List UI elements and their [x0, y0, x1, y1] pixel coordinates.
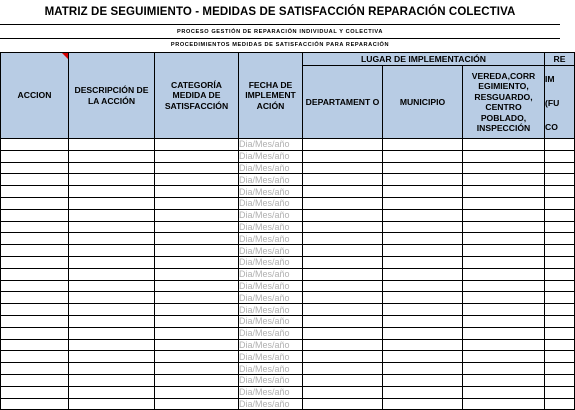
table-cell[interactable]: [545, 233, 575, 245]
table-cell[interactable]: [69, 268, 155, 280]
date-cell[interactable]: Dia/Mes/año: [239, 221, 303, 233]
table-cell[interactable]: [155, 304, 239, 316]
table-cell[interactable]: [463, 315, 545, 327]
table-cell[interactable]: [303, 245, 383, 257]
table-cell[interactable]: [69, 197, 155, 209]
table-row: [1, 374, 575, 386]
table-cell[interactable]: [463, 327, 545, 339]
table-cell[interactable]: [383, 162, 463, 174]
table-cell[interactable]: [545, 292, 575, 304]
table-cell[interactable]: [1, 304, 69, 316]
date-cell[interactable]: Dia/Mes/año: [239, 351, 303, 363]
table-cell[interactable]: [69, 339, 155, 351]
table-cell[interactable]: [303, 209, 383, 221]
table-cell[interactable]: [69, 150, 155, 162]
table-cell[interactable]: [303, 186, 383, 198]
table-row: [1, 245, 575, 257]
table-cell[interactable]: [303, 256, 383, 268]
table-cell[interactable]: [69, 139, 155, 151]
table-cell[interactable]: [545, 339, 575, 351]
table-cell[interactable]: [463, 139, 545, 151]
date-cell[interactable]: Dia/Mes/año: [239, 268, 303, 280]
table-cell[interactable]: [545, 209, 575, 221]
table-cell[interactable]: [545, 174, 575, 186]
date-cell[interactable]: Dia/Mes/año: [239, 245, 303, 257]
date-cell[interactable]: Dia/Mes/año: [239, 233, 303, 245]
header-lugar: LUGAR DE IMPLEMENTACIÓN: [303, 53, 545, 66]
table-cell[interactable]: [383, 233, 463, 245]
date-cell[interactable]: Dia/Mes/año: [239, 363, 303, 375]
table-cell[interactable]: [155, 186, 239, 198]
table-row: [1, 280, 575, 292]
date-cell[interactable]: Dia/Mes/año: [239, 162, 303, 174]
table-cell[interactable]: [303, 374, 383, 386]
table-cell[interactable]: [303, 315, 383, 327]
table-cell[interactable]: [545, 327, 575, 339]
table-cell[interactable]: [1, 339, 69, 351]
table-cell[interactable]: [155, 233, 239, 245]
table-cell[interactable]: [463, 174, 545, 186]
table-cell[interactable]: [155, 268, 239, 280]
table-cell[interactable]: [1, 315, 69, 327]
table-cell[interactable]: [303, 339, 383, 351]
table-cell[interactable]: [303, 233, 383, 245]
table-cell[interactable]: [303, 162, 383, 174]
table-row: [1, 209, 575, 221]
date-cell[interactable]: Dia/Mes/año: [239, 256, 303, 268]
table-cell[interactable]: [155, 292, 239, 304]
table-cell[interactable]: [155, 174, 239, 186]
table-row: [1, 221, 575, 233]
table-cell[interactable]: [303, 351, 383, 363]
date-cell[interactable]: Dia/Mes/año: [239, 304, 303, 316]
table-cell[interactable]: [155, 374, 239, 386]
table-row: [1, 315, 575, 327]
table-cell[interactable]: [463, 162, 545, 174]
table-row: [1, 139, 575, 151]
header-cut-line: (FU: [545, 98, 560, 108]
table-cell[interactable]: [155, 150, 239, 162]
header-departamento: DEPARTAMENT O: [303, 66, 383, 139]
table-cell[interactable]: [383, 139, 463, 151]
table-row: [1, 363, 575, 375]
table-cell[interactable]: [69, 292, 155, 304]
table-cell[interactable]: [383, 221, 463, 233]
table-row: [1, 162, 575, 174]
table-cell[interactable]: [155, 339, 239, 351]
table-cell[interactable]: [463, 386, 545, 398]
table-cell[interactable]: [463, 209, 545, 221]
table-cell[interactable]: [383, 268, 463, 280]
table-cell[interactable]: [303, 304, 383, 316]
table-cell[interactable]: [69, 186, 155, 198]
table-cell[interactable]: [155, 327, 239, 339]
table-row: [1, 304, 575, 316]
table-cell[interactable]: [1, 233, 69, 245]
table-cell[interactable]: [155, 256, 239, 268]
table-cell[interactable]: [69, 209, 155, 221]
table-cell[interactable]: [1, 280, 69, 292]
table-cell[interactable]: [383, 256, 463, 268]
table-cell[interactable]: [545, 150, 575, 162]
table-row: [1, 197, 575, 209]
date-cell[interactable]: Dia/Mes/año: [239, 292, 303, 304]
table-cell[interactable]: [383, 304, 463, 316]
table-cell[interactable]: [303, 197, 383, 209]
table-cell[interactable]: [463, 233, 545, 245]
table-cell[interactable]: [1, 386, 69, 398]
table-cell[interactable]: [1, 186, 69, 198]
table-cell[interactable]: [303, 150, 383, 162]
table-cell[interactable]: [155, 209, 239, 221]
table-cell[interactable]: [69, 386, 155, 398]
date-cell[interactable]: Dia/Mes/año: [239, 374, 303, 386]
table-cell[interactable]: [463, 245, 545, 257]
table-cell[interactable]: [545, 374, 575, 386]
date-cell[interactable]: Dia/Mes/año: [239, 280, 303, 292]
table-cell[interactable]: [69, 245, 155, 257]
table-cell[interactable]: [1, 174, 69, 186]
table-cell[interactable]: [383, 315, 463, 327]
table-row: [1, 186, 575, 198]
table-cell[interactable]: [463, 351, 545, 363]
document-title: MATRIZ DE SEGUIMIENTO - MEDIDAS DE SATISFACCIÓN REPARACIÓN COLECTIVA: [44, 6, 516, 18]
table-cell[interactable]: [463, 256, 545, 268]
table-cell[interactable]: [155, 162, 239, 174]
table-cell[interactable]: [1, 197, 69, 209]
table-cell[interactable]: [69, 221, 155, 233]
table-cell[interactable]: [1, 327, 69, 339]
date-cell[interactable]: Dia/Mes/año: [239, 327, 303, 339]
date-cell[interactable]: Dia/Mes/año: [239, 139, 303, 151]
table-cell[interactable]: [463, 374, 545, 386]
table-cell[interactable]: [463, 150, 545, 162]
table-cell[interactable]: [463, 221, 545, 233]
table-row: [1, 327, 575, 339]
table-row: [1, 292, 575, 304]
table-cell[interactable]: [303, 280, 383, 292]
table-cell[interactable]: [545, 304, 575, 316]
table-row: [1, 398, 575, 410]
table-cell[interactable]: [383, 339, 463, 351]
tracking-matrix-table: [0, 52, 575, 410]
table-cell[interactable]: [155, 245, 239, 257]
table-cell[interactable]: [383, 186, 463, 198]
table-cell[interactable]: [155, 386, 239, 398]
date-cell[interactable]: Dia/Mes/año: [239, 339, 303, 351]
table-cell[interactable]: [155, 139, 239, 151]
table-cell[interactable]: [463, 398, 545, 410]
table-cell[interactable]: [69, 256, 155, 268]
comment-indicator: [62, 53, 68, 59]
table-cell[interactable]: [1, 351, 69, 363]
date-cell[interactable]: Dia/Mes/año: [239, 174, 303, 186]
table-cell[interactable]: [463, 339, 545, 351]
date-cell[interactable]: Dia/Mes/año: [239, 186, 303, 198]
table-cell[interactable]: [303, 363, 383, 375]
table-cell[interactable]: [383, 398, 463, 410]
table-cell[interactable]: [383, 245, 463, 257]
table-cell[interactable]: [1, 245, 69, 257]
table-cell[interactable]: [463, 268, 545, 280]
table-cell[interactable]: [545, 398, 575, 410]
date-cell[interactable]: Dia/Mes/año: [239, 150, 303, 162]
table-cell[interactable]: [155, 221, 239, 233]
table-cell[interactable]: [155, 398, 239, 410]
table-cell[interactable]: [383, 280, 463, 292]
table-row: [1, 351, 575, 363]
table-row: [1, 174, 575, 186]
table-cell[interactable]: [383, 197, 463, 209]
header-descripcion: DESCRIPCIÓN DE LA ACCIÓN: [69, 53, 155, 139]
table-cell[interactable]: [69, 363, 155, 375]
table-body: [1, 139, 575, 410]
table-cell[interactable]: [69, 162, 155, 174]
table-cell[interactable]: [545, 197, 575, 209]
table-cell[interactable]: [383, 209, 463, 221]
table-cell[interactable]: [545, 351, 575, 363]
table-cell[interactable]: [303, 292, 383, 304]
table-cell[interactable]: [69, 280, 155, 292]
table-cell[interactable]: [303, 221, 383, 233]
table-cell[interactable]: [1, 398, 69, 410]
table-cell[interactable]: [69, 398, 155, 410]
table-cell[interactable]: [545, 245, 575, 257]
table-cell[interactable]: [1, 162, 69, 174]
table-cell[interactable]: [383, 292, 463, 304]
table-cell[interactable]: [303, 327, 383, 339]
table-cell[interactable]: [545, 386, 575, 398]
table-cell[interactable]: [545, 363, 575, 375]
table-cell[interactable]: [155, 280, 239, 292]
table-cell[interactable]: [545, 268, 575, 280]
table-cell[interactable]: [303, 386, 383, 398]
table-cell[interactable]: [1, 268, 69, 280]
table-cell[interactable]: [69, 315, 155, 327]
table-cell[interactable]: [155, 315, 239, 327]
table-cell[interactable]: [69, 374, 155, 386]
table-row: [1, 339, 575, 351]
table-cell[interactable]: [1, 292, 69, 304]
date-cell[interactable]: Dia/Mes/año: [239, 209, 303, 221]
table-row: [1, 150, 575, 162]
date-cell[interactable]: Dia/Mes/año: [239, 197, 303, 209]
table-cell[interactable]: [69, 327, 155, 339]
table-row: [1, 386, 575, 398]
table-cell[interactable]: [1, 139, 69, 151]
table-cell[interactable]: [545, 256, 575, 268]
table-cell[interactable]: [383, 174, 463, 186]
table-cell[interactable]: [383, 351, 463, 363]
table-cell[interactable]: [545, 139, 575, 151]
table-cell[interactable]: [1, 209, 69, 221]
header-cut-top: RE: [545, 53, 575, 66]
table-row: [1, 233, 575, 245]
header-cut-line: IM: [545, 74, 555, 84]
table-row: [1, 268, 575, 280]
procedure-subtitle: PROCEDIMIENTOS MEDIDAS DE SATISFACCIÓN PARA REPARACIÓN: [170, 42, 390, 48]
table-cell[interactable]: [463, 280, 545, 292]
table-cell[interactable]: [463, 363, 545, 375]
header-fecha: FECHA DE IMPLEMENT ACIÓN: [239, 53, 303, 139]
table-cell[interactable]: [303, 398, 383, 410]
table-cell[interactable]: [545, 315, 575, 327]
table-cell[interactable]: [545, 280, 575, 292]
table-cell[interactable]: [303, 174, 383, 186]
table-cell[interactable]: [1, 363, 69, 375]
table-cell[interactable]: [155, 363, 239, 375]
header-vereda: VEREDA,CORR EGIMIENTO, RESGUARDO, CENTRO POBLADO, INSPECCIÓN: [463, 66, 545, 139]
header-municipio: MUNICIPIO: [383, 66, 463, 139]
table-cell[interactable]: [1, 221, 69, 233]
header-categoria: CATEGORÍA MEDIDA DE SATISFACCIÓN: [155, 53, 239, 139]
table-cell[interactable]: [383, 327, 463, 339]
date-cell[interactable]: Dia/Mes/año: [239, 398, 303, 410]
table-cell[interactable]: [69, 233, 155, 245]
table-cell[interactable]: [463, 292, 545, 304]
table-cell[interactable]: [69, 304, 155, 316]
date-cell[interactable]: Dia/Mes/año: [239, 315, 303, 327]
table-cell[interactable]: [545, 221, 575, 233]
table-cell[interactable]: [383, 374, 463, 386]
table-cell[interactable]: [69, 174, 155, 186]
process-subtitle: PROCESO GESTIÓN DE REPARACIÓN INDIVIDUAL Y COLECTIVA: [177, 28, 383, 35]
table-cell[interactable]: [463, 304, 545, 316]
header-cut-line: CO: [545, 122, 558, 132]
table-cell[interactable]: [155, 197, 239, 209]
table-cell[interactable]: [303, 139, 383, 151]
table-cell[interactable]: [303, 268, 383, 280]
date-cell[interactable]: Dia/Mes/año: [239, 386, 303, 398]
header-cut-column: [545, 66, 575, 139]
table-cell[interactable]: [1, 150, 69, 162]
table-cell[interactable]: [69, 351, 155, 363]
table-cell[interactable]: [1, 374, 69, 386]
table-cell[interactable]: [463, 186, 545, 198]
table-cell[interactable]: [1, 256, 69, 268]
table-cell[interactable]: [383, 386, 463, 398]
table-cell[interactable]: [383, 150, 463, 162]
table-cell[interactable]: [463, 197, 545, 209]
table-cell[interactable]: [545, 162, 575, 174]
header-accion: ACCION: [1, 53, 69, 139]
table-row: [1, 256, 575, 268]
table-cell[interactable]: [155, 351, 239, 363]
table-cell[interactable]: [383, 363, 463, 375]
table-cell[interactable]: [545, 186, 575, 198]
